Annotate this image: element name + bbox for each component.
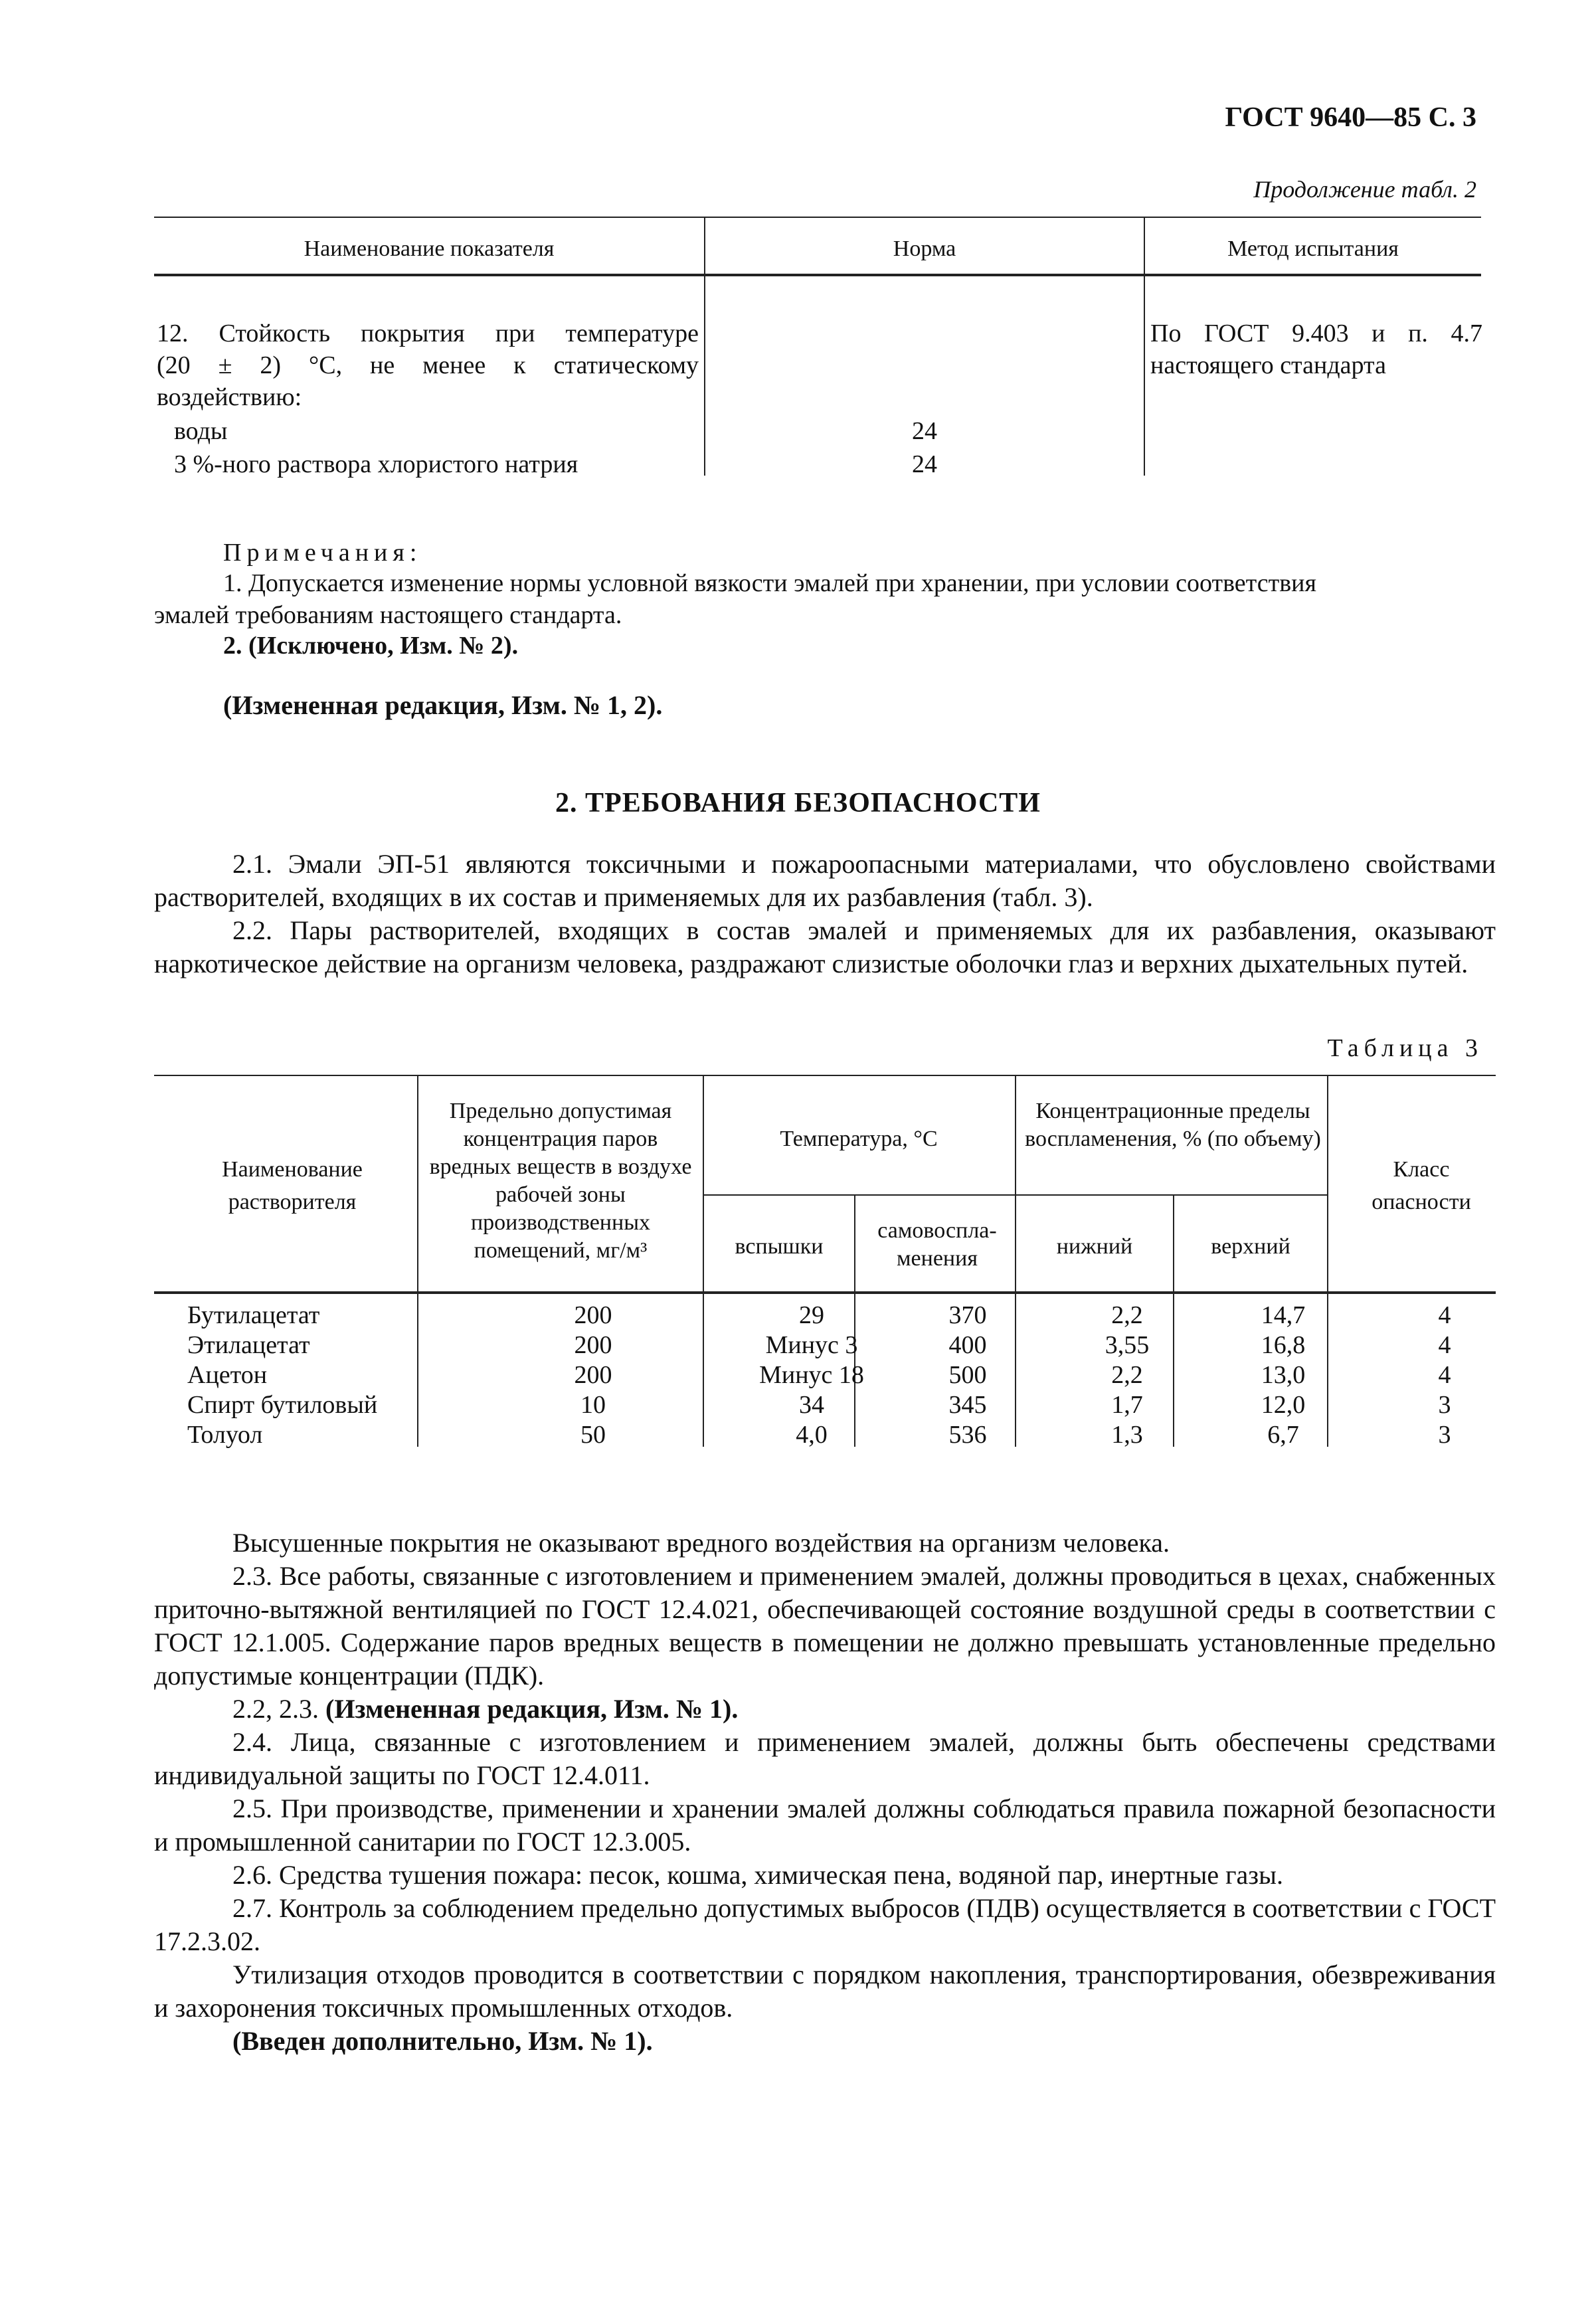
cell-lower-limit: 2,2	[1111, 1361, 1143, 1389]
paragraph-2-2-text: 2.2. Пары растворителей, входящих в состав эмалей и применяемых для их разбавления, оказывают наркотическое действие на организм человека, раздражают слизистые оболочки глаз и верхних дыхательных путей.	[154, 915, 1496, 978]
cell-upper-limit: 16,8	[1261, 1331, 1306, 1359]
cell-upper-limit: 6,7	[1267, 1421, 1299, 1449]
t3-header-autoignition: самовоспла-менения	[877, 1218, 997, 1271]
t3-header-flash: вспышки	[735, 1234, 824, 1259]
column-header-norm: Норма	[893, 236, 956, 261]
section-2-title: 2. ТРЕБОВАНИЯ БЕЗОПАСНОСТИ	[555, 788, 1041, 818]
paragraph-2-1-text: 2.1. Эмали ЭП-51 являются токсичными и пожароопасными материалами, что обусловлено свойствами растворителей, входящих в их состав и применяемых для их разбавления (табл. 3).	[154, 849, 1496, 912]
paragraph-utilization	[154, 1958, 1496, 2025]
cell-lower-limit: 2,2	[1111, 1301, 1143, 1329]
cell-lower-limit: 1,7	[1111, 1391, 1143, 1419]
cell-pdk: 200	[574, 1361, 612, 1389]
row-12-name-line-2: (20 ± 2) °С, не менее к статическому	[157, 351, 699, 379]
table-row	[154, 1360, 1529, 1390]
paragraph-after-table	[154, 1526, 1496, 1560]
cell-pdk: 50	[580, 1421, 606, 1449]
t3-header-pdk: Предельно допустимая концентрация паров вредных веществ в воздухе рабочей зоны производственных помещений, мг/м³	[429, 1099, 692, 1263]
cell-hazard-class: 4	[1438, 1361, 1451, 1389]
t3-header-upper: верхний	[1211, 1234, 1290, 1259]
cell-hazard-class: 4	[1438, 1331, 1451, 1359]
column-header-method: Метод испытания	[1227, 236, 1399, 261]
cell-autoignition-temp: 345	[948, 1391, 987, 1419]
amendment-note: (Измененная редакция, Изм. № 1, 2).	[223, 690, 663, 720]
paragraph-2-3	[154, 1560, 1496, 1693]
row-12-sub-water: воды	[174, 417, 228, 445]
cell-autoignition-temp: 400	[948, 1331, 987, 1359]
t3-header-name: Наименование растворителя	[222, 1157, 363, 1215]
t3-body	[154, 1301, 1529, 1450]
cell-hazard-class: 3	[1438, 1391, 1451, 1419]
cell-flash-temp: 29	[799, 1301, 824, 1329]
paragraph-2-7-text: 2.7. Контроль за соблюдением предельно допустимых выбросов (ПДВ) осуществляется в соответствии с ГОСТ 17.2.3.02.	[154, 1893, 1496, 1956]
cell-solvent-name: Толуол	[187, 1421, 263, 1449]
paragraph-2-6	[154, 1859, 1496, 1892]
cell-autoignition-temp: 370	[948, 1301, 987, 1329]
t3-header-temperature: Температура, °С	[780, 1127, 938, 1151]
row-12-name	[157, 318, 699, 413]
cell-solvent-name: Ацетон	[187, 1361, 268, 1389]
row-12-name-line-1: 12. Стойкость покрытия при температуре	[157, 320, 699, 347]
paragraph-2-3-text: 2.3. Все работы, связанные с изготовлением и применением эмалей, должны проводиться в цехах, снабженных приточно-вытяжной вентиляцией по ГОСТ 12.4.021, обеспечивающей состояние воздушной среды в соответствии с ГОСТ 12.1.005. Содержание паров вредных веществ в помещении не должно превышать установленные предельно допустимые концентрации (ПДК).	[154, 1561, 1496, 1691]
cell-autoignition-temp: 536	[948, 1421, 987, 1449]
cell-solvent-name: Спирт бутиловый	[187, 1391, 378, 1419]
paragraph-2-2	[154, 914, 1496, 980]
notes-heading: Примечания:	[223, 539, 422, 567]
paragraph-2-5	[154, 1792, 1496, 1859]
cell-upper-limit: 14,7	[1261, 1301, 1306, 1329]
paragraph-added	[154, 2025, 1496, 2058]
cell-flash-temp: Минус 3	[765, 1331, 858, 1359]
note-1-line-2: эмалей требованиям настоящего стандарта.	[154, 601, 622, 629]
t3-header-class: Класс опасности	[1372, 1157, 1471, 1215]
cell-pdk: 200	[574, 1301, 612, 1329]
paragraph-2-5-text: 2.5. При производстве, применении и хранении эмалей должны соблюдаться правила пожарной безопасности и промышленной санитарии по ГОСТ 12.3.005.	[154, 1793, 1496, 1857]
note-1	[154, 567, 1496, 631]
cell-solvent-name: Бутилацетат	[187, 1301, 320, 1329]
paragraph-added-text: (Введен дополнительно, Изм. № 1).	[232, 2026, 653, 2056]
cell-hazard-class: 3	[1438, 1421, 1451, 1449]
note-1-line-1: 1. Допускается изменение нормы условной вязкости эмалей при хранении, при условии соответствия	[223, 569, 1316, 597]
note-2: 2. (Исключено, Изм. № 2).	[223, 632, 519, 660]
table-row	[154, 1420, 1529, 1450]
t3-header-limits: Концентрационные пределы воспламенения, % (по объему)	[1025, 1099, 1321, 1151]
row-12-method-line-2: настоящего стандарта	[1150, 351, 1386, 379]
cell-upper-limit: 13,0	[1261, 1361, 1306, 1389]
table-2-top-rule	[154, 217, 1481, 218]
row-12-method	[1150, 318, 1482, 381]
cell-hazard-class: 4	[1438, 1301, 1451, 1329]
paragraph-2-4-text: 2.4. Лица, связанные с изготовлением и применением эмалей, должны быть обеспечены средствами индивидуальной защиты по ГОСТ 12.4.011.	[154, 1727, 1496, 1790]
table-row	[154, 1331, 1529, 1360]
paragraph-2-7	[154, 1892, 1496, 1958]
paragraph-2-2-2-3-amend: (Измененная редакция, Изм. № 1).	[325, 1694, 739, 1724]
paragraph-2-6-text: 2.6. Средства тушения пожара: песок, кошма, химическая пена, водяной пар, инертные газы.	[232, 1860, 1283, 1890]
row-12-norm-water: 24	[912, 417, 937, 445]
table-2-header-rule	[154, 274, 1481, 276]
cell-upper-limit: 12,0	[1261, 1391, 1306, 1419]
paragraph-utilization-text: Утилизация отходов проводится в соответствии с порядком накопления, транспортирования, обезвреживания и захоронения токсичных промышленных отходов.	[154, 1960, 1496, 2023]
table-row	[154, 1301, 1529, 1331]
paragraph-2-2-2-3-prefix: 2.2, 2.3.	[232, 1694, 319, 1724]
cell-autoignition-temp: 500	[948, 1361, 987, 1389]
paragraph-2-1	[154, 848, 1496, 914]
row-12-sub-nacl: 3 %-ного раствора хлористого натрия	[174, 450, 578, 478]
cell-flash-temp: 4,0	[796, 1421, 828, 1449]
cell-solvent-name: Этилацетат	[187, 1331, 310, 1359]
paragraph-2-4	[154, 1726, 1496, 1792]
cell-pdk: 200	[574, 1331, 612, 1359]
row-12-method-line-1: По ГОСТ 9.403 и п. 4.7	[1150, 320, 1482, 347]
cell-flash-temp: Минус 18	[759, 1361, 864, 1389]
column-header-name: Наименование показателя	[304, 236, 555, 261]
t3-header-lower: нижний	[1056, 1234, 1133, 1259]
paragraph-2-2-2-3	[154, 1693, 1496, 1726]
table-3-top-rule	[154, 1075, 1496, 1076]
cell-lower-limit: 1,3	[1111, 1421, 1143, 1449]
table-row	[154, 1390, 1529, 1420]
row-12-name-line-3: воздействию:	[157, 383, 302, 411]
cell-flash-temp: 34	[799, 1391, 824, 1419]
cell-lower-limit: 3,55	[1105, 1331, 1150, 1359]
document-header: ГОСТ 9640—85 С. 3	[1225, 102, 1476, 133]
row-12-norm-nacl: 24	[912, 450, 937, 478]
table-3-header-rule	[154, 1291, 1496, 1294]
cell-pdk: 10	[580, 1391, 606, 1419]
table-3-label: Таблица 3	[1327, 1034, 1483, 1062]
paragraph-after-table-text: Высушенные покрытия не оказывают вредного воздействия на организм человека.	[232, 1528, 1170, 1558]
table-continuation-label: Продолжение табл. 2	[1253, 176, 1476, 203]
